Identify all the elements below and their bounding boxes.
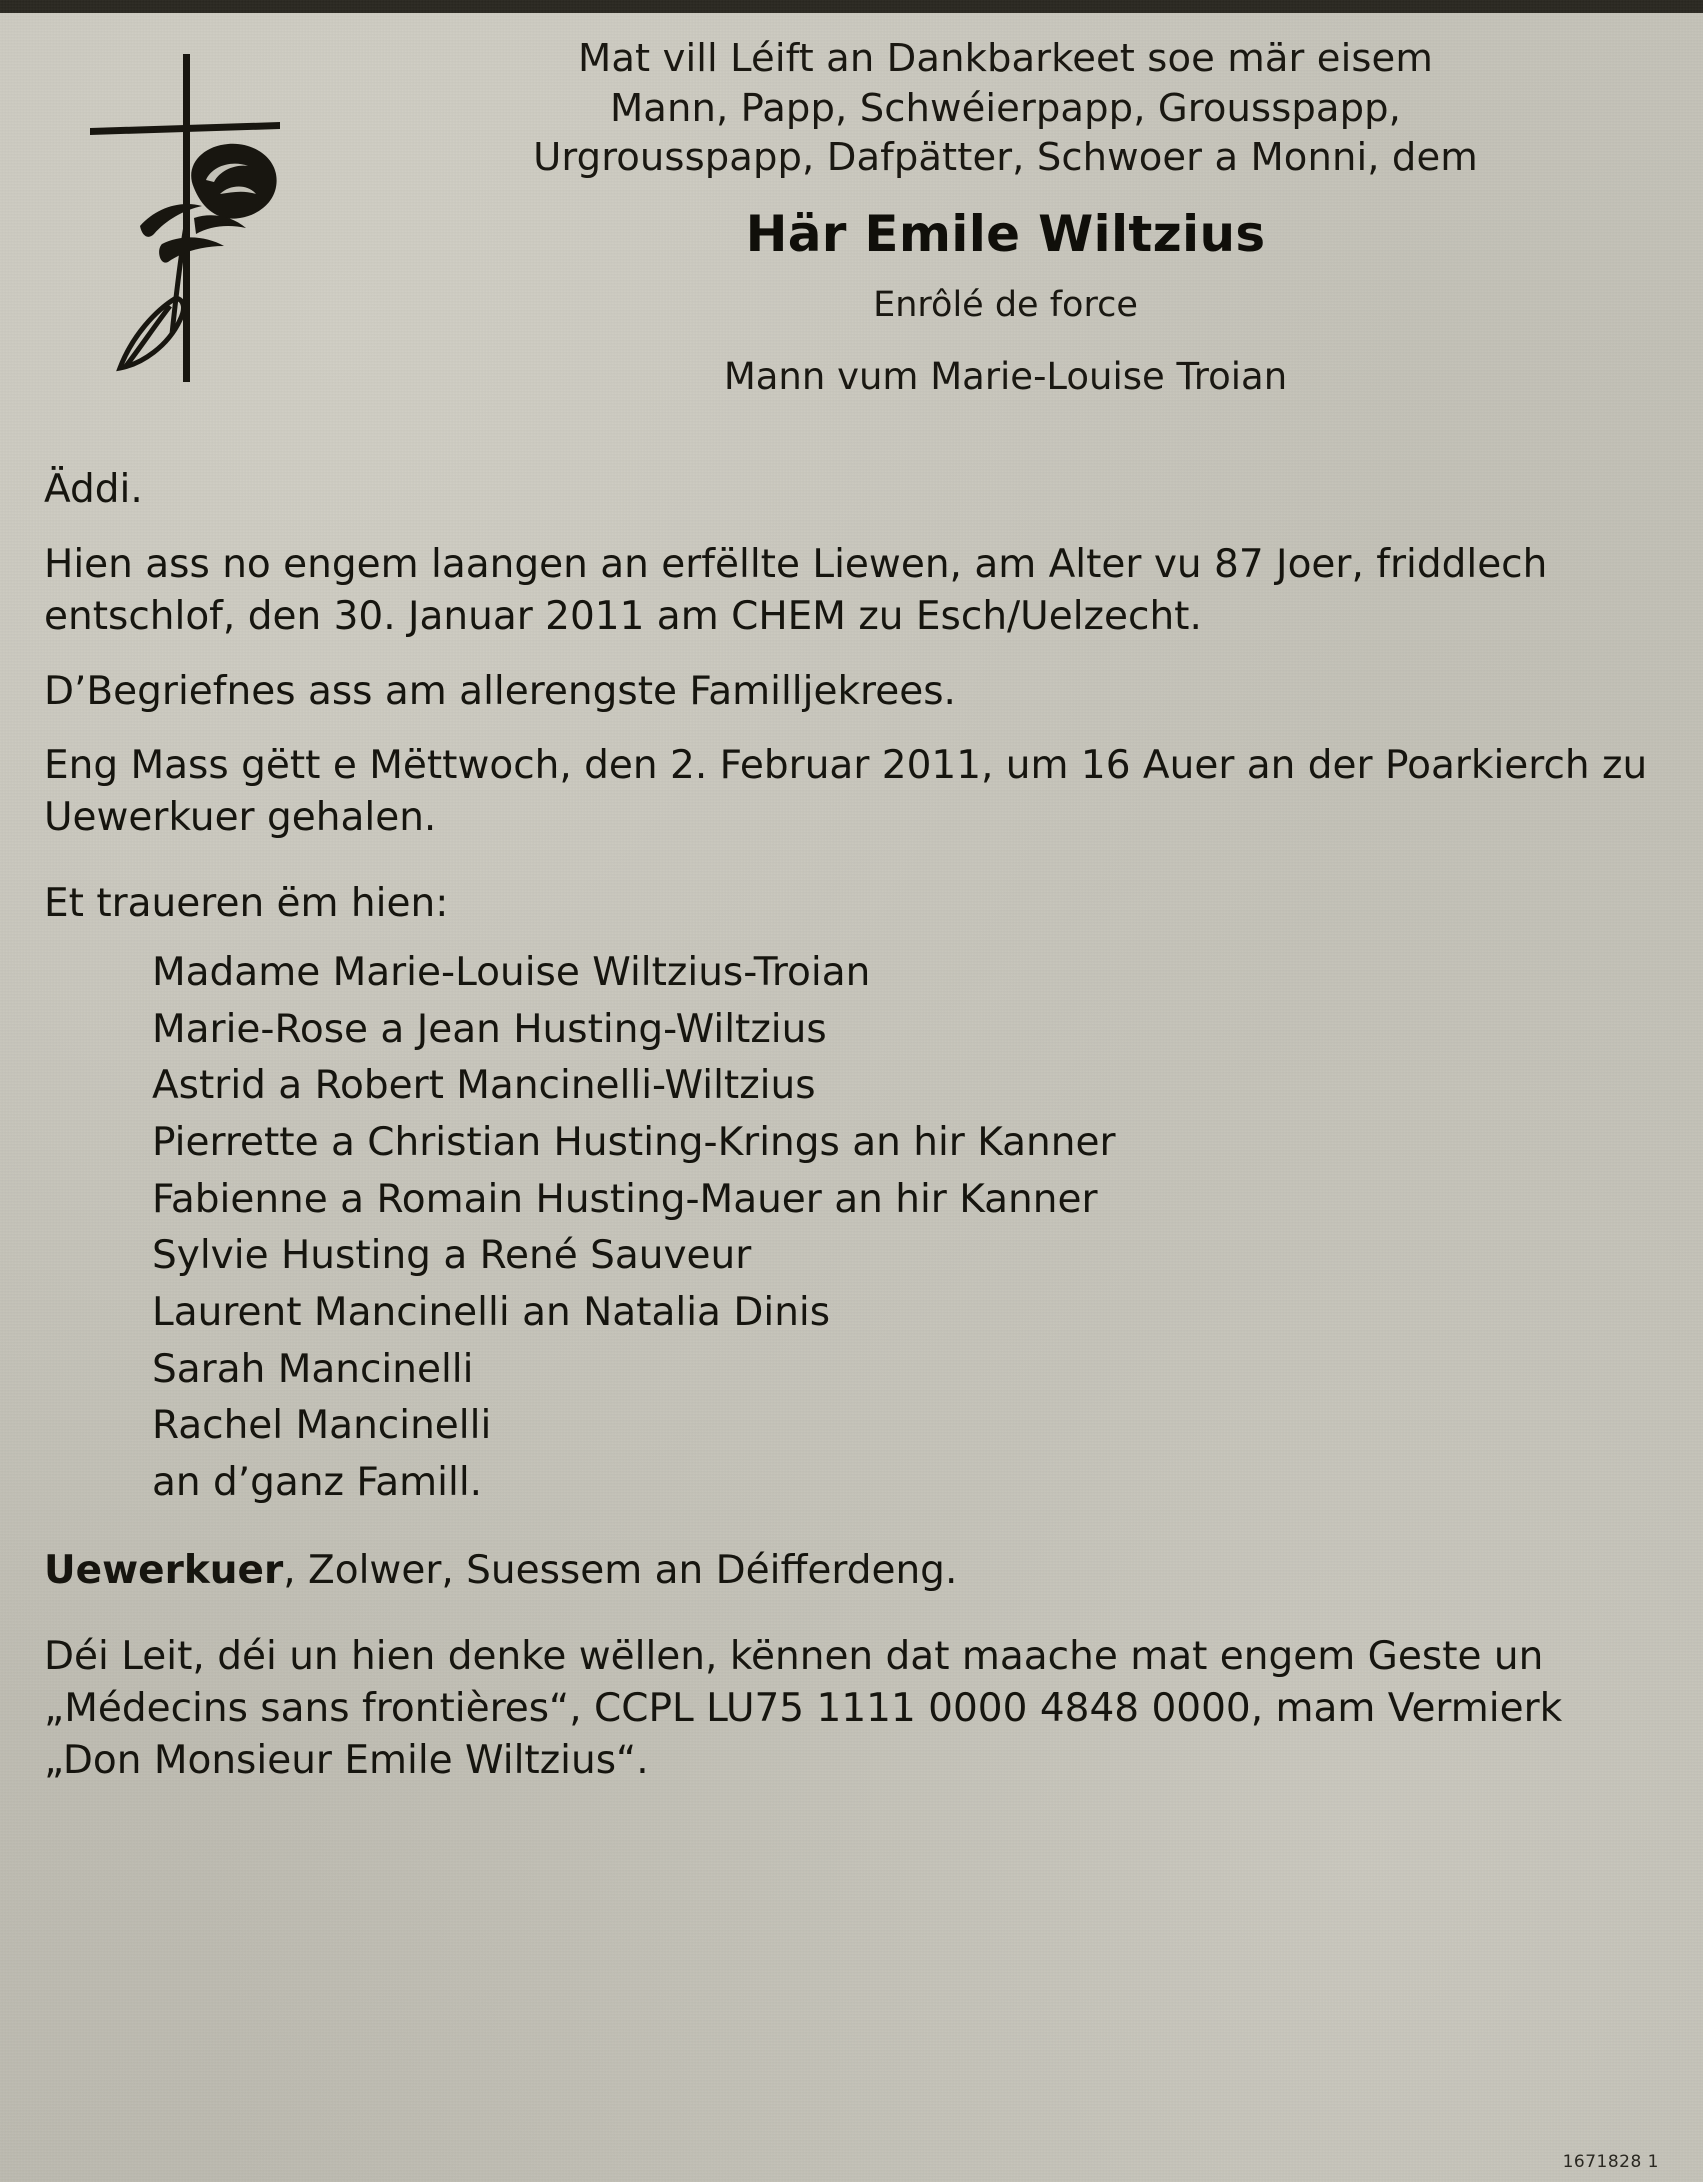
salutation-line-3: Urgrousspapp, Dafpätter, Schwoer a Monni, dem [533, 135, 1478, 181]
list-item: Astrid a Robert Mancinelli-Wiltzius [152, 1063, 816, 1109]
notice-body [44, 464, 1659, 1788]
place-primary: Uewerkuer [44, 1547, 284, 1593]
list-item: Madame Marie-Louise Wiltzius-Troian [152, 949, 871, 995]
reference-number: 1671828 1 [1562, 2152, 1659, 2172]
places-line [44, 1545, 1659, 1597]
mourners-lead: Et traueren ëm hien: [44, 881, 449, 927]
paragraph-mass: Eng Mass gëtt e Mëttwoch, den 2. Februar 2011, um 16 Auer an der Poarkierch zu Uewerkuer gehalen. [44, 743, 1648, 841]
salutation-line-2: Mann, Papp, Schwéierpapp, Grousspapp, [609, 85, 1402, 131]
salutation-line-1: Mat vill Léift an Dankbarkeet soe mär eisem [578, 36, 1433, 81]
deceased-subtitle: Enrôlé de force [873, 284, 1138, 325]
donation-note: Déi Leit, déi un hien denke wëllen, kënnen dat maache mat engem Geste un „Médecins sans frontières“, CCPL LU75 1111 0000 4848 0000, mam Vermierk „Don Monsieur Emile Wiltzius“. [44, 1633, 1563, 1784]
list-item: an d’ganz Famill. [152, 1460, 483, 1506]
header-text-block [362, 34, 1659, 398]
notice-header [44, 34, 1659, 398]
deceased-name: Här Emile Wiltzius [745, 204, 1266, 263]
place-others: , Zolwer, Suessem an Déifferdeng. [283, 1547, 958, 1593]
list-item: Sylvie Husting a René Sauveur [152, 1233, 752, 1279]
list-item: Rachel Mancinelli [152, 1403, 492, 1449]
mourners-section [44, 878, 1659, 1509]
list-item: Laurent Mancinelli an Natalia Dinis [152, 1290, 831, 1336]
paragraph-death: Hien ass no engem laangen an erfëllte Liewen, am Alter vu 87 Joer, friddlech entschlof, den 30. Januar 2011 am CHEM zu Esch/Uelzecht. [44, 541, 1548, 639]
list-item: Sarah Mancinelli [152, 1346, 474, 1392]
spouse-line: Mann vum Marie-Louise Troian [723, 354, 1288, 398]
list-item: Fabienne a Romain Husting-Mauer an hir Kanner [152, 1176, 1098, 1222]
paragraph-burial: D’Begriefnes ass am allerengste Familljekrees. [44, 668, 956, 714]
list-item: Pierrette a Christian Husting-Krings an hir Kanner [152, 1120, 1116, 1166]
mourner-list [44, 948, 1659, 1509]
list-item: Marie-Rose a Jean Husting-Wiltzius [152, 1006, 827, 1052]
farewell-text: Äddi. [44, 466, 143, 512]
cross-with-rose-icon [44, 34, 344, 392]
